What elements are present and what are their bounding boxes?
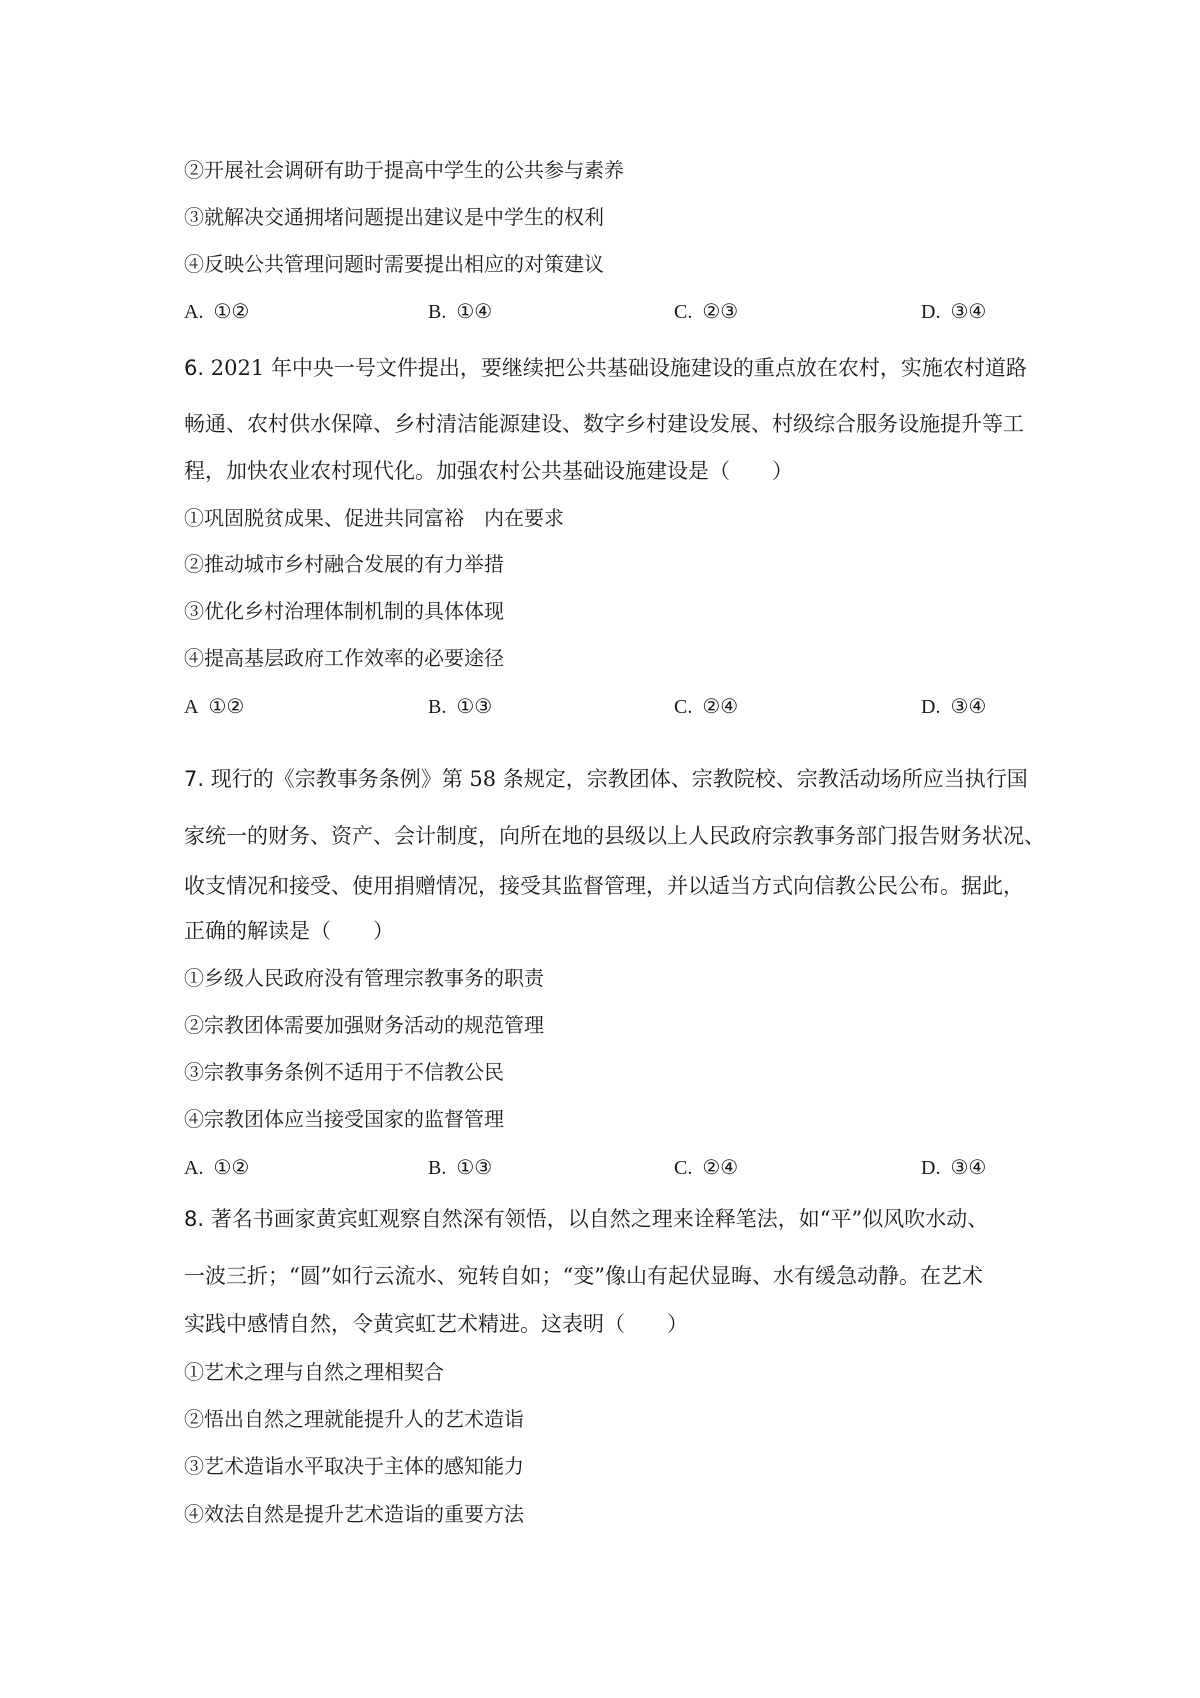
q8-stem-line-3: 实践中感情自然，令黄宾虹艺术精进。这表明（ ）: [184, 1312, 688, 1336]
q6-statement-1: ①巩固脱贫成果、促进共同富裕 内在要求: [184, 506, 564, 530]
q5-option-d: D. ③④: [921, 299, 987, 323]
q7-stem-line-2: 家统一的财务、资产、会计制度，向所在地的县级以上人民政府宗教事务部门报告财务状况、: [184, 824, 1045, 848]
q6-stem-line-2: 畅通、农村供水保障、乡村清洁能源建设、数字乡村建设发展、村级综合服务设施提升等工: [184, 412, 1024, 436]
q5-statement-3: ③就解决交通拥堵问题提出建议是中学生的权利: [184, 205, 604, 229]
q7-stem-line-4: 正确的解读是（ ）: [184, 919, 394, 943]
q7-option-d: D. ③④: [921, 1155, 987, 1179]
q6-stem-line-3: 程，加快农业农村现代化。加强农村公共基础设施建设是（ ）: [184, 459, 793, 483]
q7-option-b: B. ①③: [428, 1155, 493, 1179]
q5-options: [184, 297, 1084, 325]
q7-stem-line-3: 收支情况和接受、使用捐赠情况，接受其监督管理，并以适当方式向信教公民公布。据此，: [184, 874, 1024, 898]
q6-stem-line-1: 6. 2021 年中央一号文件提出，要继续把公共基础设施建设的重点放在农村，实施农村道路: [184, 356, 1027, 380]
q6-number: 6.: [184, 356, 205, 380]
q7-option-a: A. ①②: [184, 1155, 250, 1179]
q6-option-a: A ①②: [184, 694, 245, 718]
q5-statement-2: ②开展社会调研有助于提高中学生的公共参与素养: [184, 158, 624, 182]
q5-option-b: B. ①④: [428, 299, 493, 323]
q8-stem-line-1: 8. 著名书画家黄宾虹观察自然深有领悟，以自然之理来诠释笔法，如“平”似风吹水动、: [184, 1207, 989, 1231]
q8-stem-line-2: 一波三折；“圆”如行云流水、宛转自如；“变”像山有起伏显晦、水有缓急动静。在艺术: [184, 1264, 983, 1288]
q8-number: 8.: [184, 1207, 205, 1231]
q7-stem-line-1: 7. 现行的《宗教事务条例》第 58 条规定，宗教团体、宗教院校、宗教活动场所应当执行国: [184, 767, 1028, 791]
q8-statement-3: ③艺术造诣水平取决于主体的感知能力: [184, 1454, 524, 1478]
q6-statement-4: ④提高基层政府工作效率的必要途径: [184, 646, 504, 670]
q6-option-b: B. ①③: [428, 694, 493, 718]
q5-option-a: A. ①②: [184, 299, 250, 323]
q8-statement-4: ④效法自然是提升艺术造诣的重要方法: [184, 1502, 524, 1526]
q7-statement-3: ③宗教事务条例不适用于不信教公民: [184, 1060, 504, 1084]
q5-option-c: C. ②③: [674, 299, 739, 323]
q7-options: [184, 1153, 1084, 1181]
q6-option-d: D. ③④: [921, 694, 987, 718]
q6-statement-2: ②推动城市乡村融合发展的有力举措: [184, 552, 504, 576]
q8-statement-2: ②悟出自然之理就能提升人的艺术造诣: [184, 1407, 524, 1431]
q7-statement-4: ④宗教团体应当接受国家的监督管理: [184, 1107, 504, 1131]
q6-option-c: C. ②④: [674, 694, 739, 718]
q6-statement-3: ③优化乡村治理体制机制的具体体现: [184, 599, 504, 623]
q7-statement-2: ②宗教团体需要加强财务活动的规范管理: [184, 1013, 544, 1037]
q7-number: 7.: [184, 767, 205, 791]
q7-statement-1: ①乡级人民政府没有管理宗教事务的职责: [184, 966, 544, 990]
q6-options: [184, 692, 1084, 720]
q5-statement-4: ④反映公共管理问题时需要提出相应的对策建议: [184, 252, 604, 276]
q8-statement-1: ①艺术之理与自然之理相契合: [184, 1360, 444, 1384]
q7-option-c: C. ②④: [674, 1155, 739, 1179]
